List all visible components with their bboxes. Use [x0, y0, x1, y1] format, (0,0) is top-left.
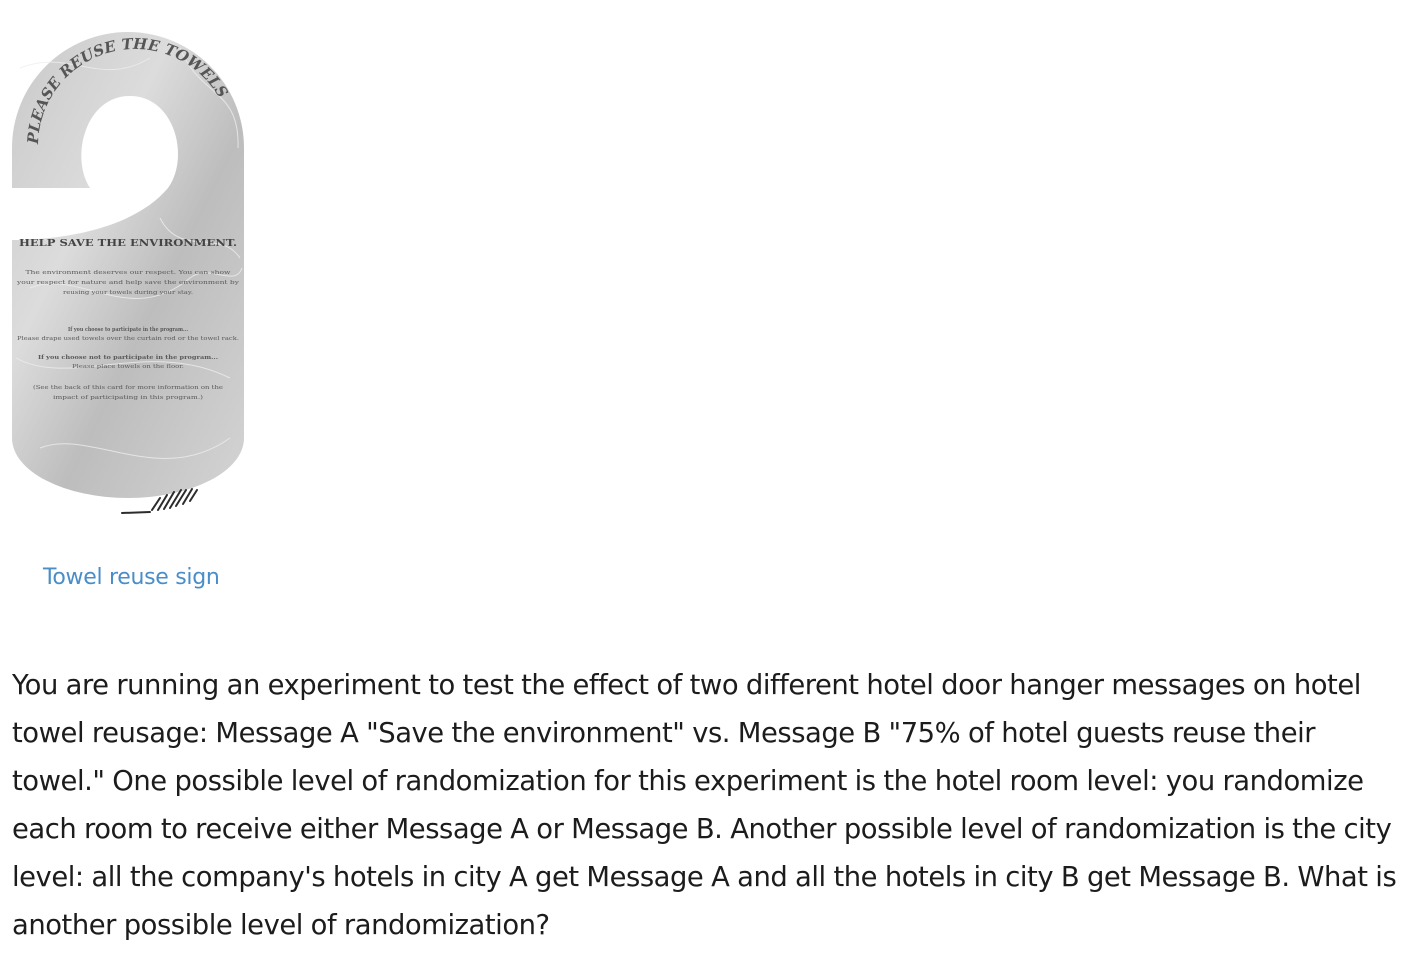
- arc-title: PLEASE REUSE THE TOWELS: [23, 34, 232, 145]
- figure-caption: Towel reuse sign: [43, 565, 220, 590]
- option-title: If you choose not to participate in the program...: [38, 355, 219, 361]
- intro-line: reusing your towels during your stay.: [63, 290, 194, 296]
- towel-reuse-sign-figure: [10, 28, 250, 590]
- hanger-heading: HELP SAVE THE ENVIRONMENT.: [19, 238, 237, 249]
- question-text: You are running an experiment to test the effect of two different hotel door hanger messages on hotel towel reusage: Message A "Save the environment" vs. Message B "75% of hotel guests reuse their towel." One possible level of randomization for this experiment is the hotel room level: you randomize each room to receive either Message A or Message B. Another possible level of randomization is the city level: all the company's hotels in city A get Message A and all the hotels in city B get Message B. What is another possible level of randomization?: [12, 670, 1397, 941]
- option-title: If you choose to participate in the program...: [68, 327, 189, 333]
- door-hanger-image: [10, 28, 250, 528]
- intro-line: The environment deserves our respect. You can show: [25, 270, 231, 276]
- back-note-line: (See the back of this card for more information on the: [33, 385, 187, 391]
- back-note-line: impact of participating in this program.): [53, 395, 168, 401]
- option-text: Please place towels on the floor.: [72, 364, 185, 370]
- option-text: Please drape used towels over the curtain rod or the towel rack.: [17, 336, 240, 342]
- intro-line: your respect for nature and help save the environment by: [15, 280, 241, 286]
